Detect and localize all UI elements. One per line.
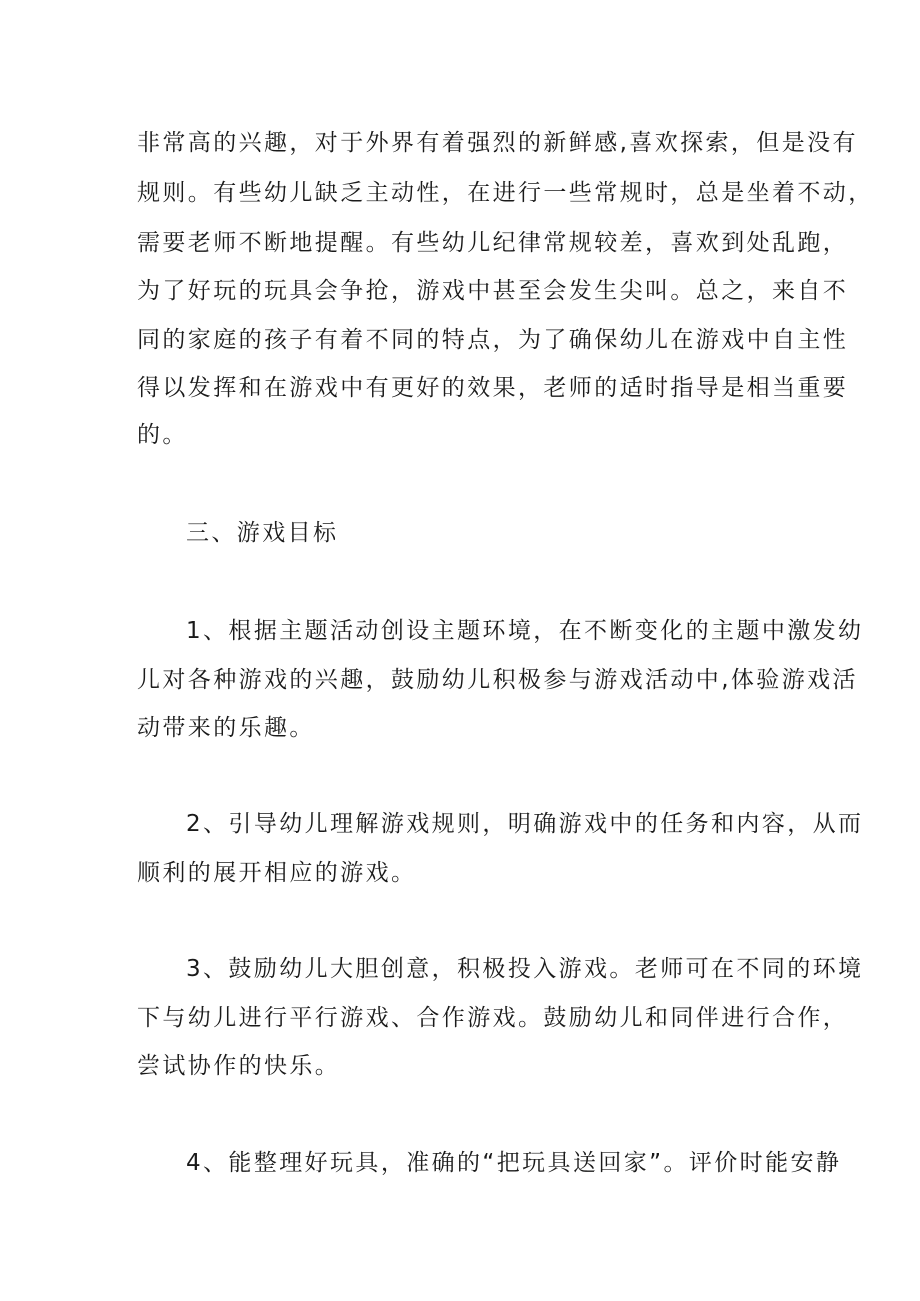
goal-2-line-2: 顺利的展开相应的游戏。 <box>137 860 417 886</box>
goal-2-line-1: 2、引导幼儿理解游戏规则，明确游戏中的任务和内容，从而 <box>186 811 864 837</box>
intro-line-3: 需要老师不断地提醒。有些幼儿纪律常规较差，喜欢到处乱跑， <box>137 230 849 256</box>
intro-line-7: 的。 <box>137 422 188 448</box>
goal-3-line-3: 尝试协作的快乐。 <box>137 1053 341 1079</box>
intro-line-4: 为了好玩的玩具会争抢，游戏中甚至会发生尖叫。总之，来自不 <box>137 278 849 304</box>
section-heading: 三、游戏目标 <box>186 520 339 546</box>
goal-3-line-2: 下与幼儿进行平行游戏、合作游戏。鼓励幼儿和同伴进行合作， <box>137 1005 849 1031</box>
intro-line-2: 规则。有些幼儿缺乏主动性，在进行一些常规时，总是坐着不动， <box>137 180 874 206</box>
intro-line-5: 同的家庭的孩子有着不同的特点，为了确保幼儿在游戏中自主性 <box>137 327 849 353</box>
goal-1-line-1: 1、根据主题活动创设主题环境，在不断变化的主题中激发幼 <box>186 618 864 644</box>
goal-3-line-1: 3、鼓励幼儿大胆创意，积极投入游戏。老师可在不同的环境 <box>186 956 864 982</box>
goal-1-line-3: 动带来的乐趣。 <box>137 715 315 741</box>
goal-4-line-1: 4、能整理好玩具，准确的“把玩具送回家”。评价时能安静 <box>186 1150 842 1176</box>
goal-1-line-2: 儿对各种游戏的兴趣，鼓励幼儿积极参与游戏活动中,体验游戏活 <box>137 667 858 693</box>
intro-line-6: 得以发挥和在游戏中有更好的效果，老师的适时指导是相当重要 <box>137 375 849 401</box>
intro-line-1: 非常高的兴趣，对于外界有着强烈的新鲜感,喜欢探索，但是没有 <box>137 130 858 156</box>
